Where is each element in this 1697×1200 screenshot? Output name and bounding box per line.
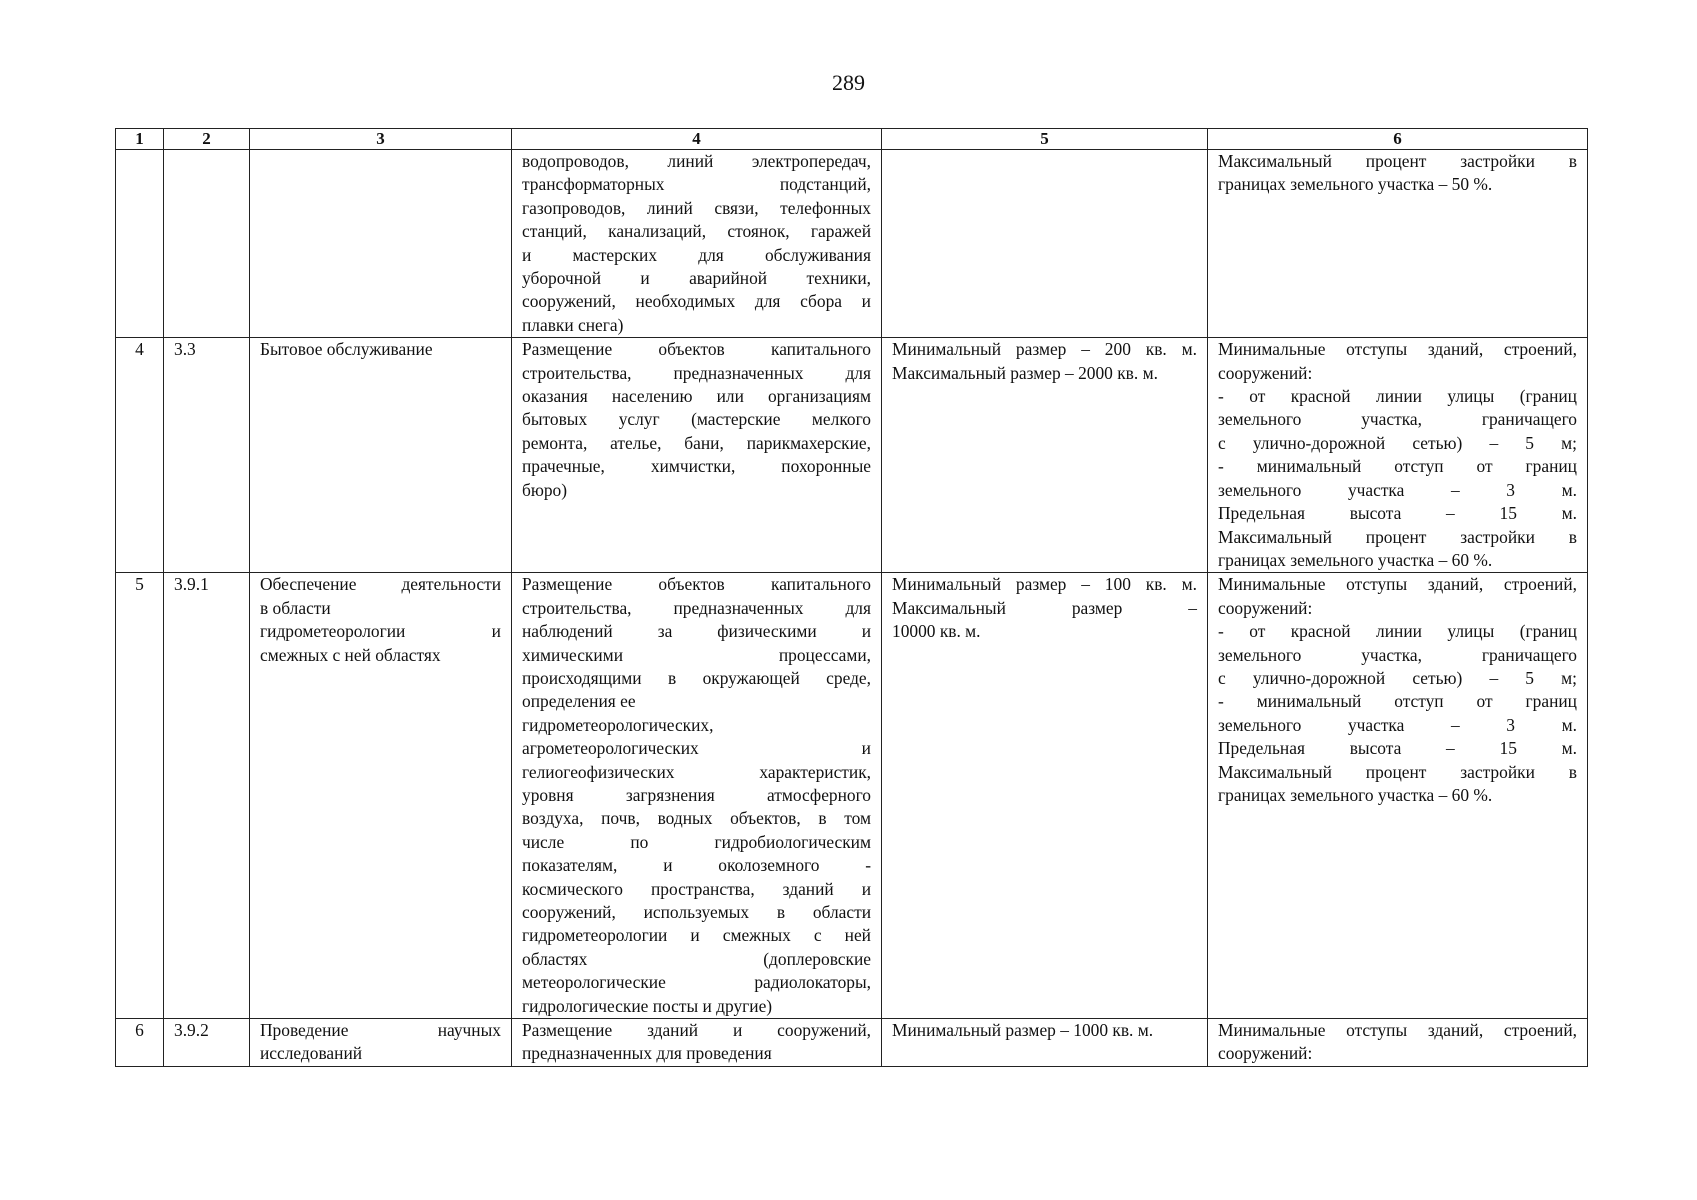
column-header: 6 <box>1208 129 1588 150</box>
plot-size-cell <box>882 150 1208 338</box>
cell-line: Бытовое обслуживание <box>260 339 433 360</box>
cell-line: строительства, предназначенных для <box>522 362 871 383</box>
use-name-cell <box>250 1019 512 1067</box>
use-code-cell: 3.9.1 <box>164 573 250 1019</box>
cell-line: Минимальные отступы зданий, строений, <box>1218 339 1577 360</box>
cell-line: сооружений: <box>1218 597 1313 618</box>
cell-line: земельного участка, граничащего <box>1218 644 1577 665</box>
cell-line: Размещение объектов капитального <box>522 574 871 595</box>
cell-line: областях (доплеровские <box>522 948 871 969</box>
cell-line: Размещение зданий и сооружений, <box>522 1020 871 1041</box>
cell-line: и мастерских для обслуживания <box>522 244 871 265</box>
use-description-cell <box>512 573 882 1019</box>
cell-line: бытовых услуг (мастерские мелкого <box>522 409 871 430</box>
cell-line: границах земельного участка – 60 %. <box>1218 784 1493 805</box>
table-row <box>116 338 1588 573</box>
cell-line: Максимальный размер – <box>892 597 1197 618</box>
cell-line: Минимальные отступы зданий, строений, <box>1218 1020 1577 1041</box>
cell-line: в области <box>260 597 331 618</box>
column-header: 1 <box>116 129 164 150</box>
table-row <box>116 573 1588 1019</box>
building-params-cell <box>1208 1019 1588 1067</box>
use-code-cell: 3.3 <box>164 338 250 573</box>
cell-line: воздуха, почв, водных объектов, в том <box>522 808 871 829</box>
cell-line: гидрометеорологии и смежных с ней <box>522 925 871 946</box>
use-code-cell: 3.9.2 <box>164 1019 250 1067</box>
building-params-cell <box>1208 150 1588 338</box>
column-header: 4 <box>512 129 882 150</box>
cell-line: - минимальный отступ от границ <box>1218 456 1577 477</box>
cell-line: земельного участка, граничащего <box>1218 409 1577 430</box>
cell-line: - от красной линии улицы (границ <box>1218 621 1577 642</box>
cell-line: гидрологические посты и другие) <box>522 995 773 1016</box>
cell-line: - от красной линии улицы (границ <box>1218 386 1577 407</box>
cell-line: метеорологические радиолокаторы, <box>522 972 871 993</box>
table-row <box>116 1019 1588 1067</box>
cell-line: Минимальный размер – 1000 кв. м. <box>892 1020 1154 1041</box>
cell-line: уровня загрязнения атмосферного <box>522 784 871 805</box>
use-name-cell <box>250 150 512 338</box>
cell-line: смежных с ней областях <box>260 644 441 665</box>
use-description-cell <box>512 150 882 338</box>
cell-line: показателям, и околоземного - <box>522 855 871 876</box>
use-code-cell <box>164 150 250 338</box>
cell-line: Предельная высота – 15 м. <box>1218 503 1577 524</box>
use-name-cell <box>250 573 512 1019</box>
cell-line: - минимальный отступ от границ <box>1218 691 1577 712</box>
cell-line: химическими процессами, <box>522 644 871 665</box>
use-name-cell <box>250 338 512 573</box>
cell-line: уборочной и аварийной техники, <box>522 268 871 289</box>
cell-line: агрометеорологических и <box>522 738 871 759</box>
page-number: 289 <box>832 70 865 95</box>
cell-line: наблюдений за физическими и <box>522 621 871 642</box>
table-row <box>116 150 1588 338</box>
cell-line: Минимальный размер – 100 кв. м. <box>892 574 1197 595</box>
cell-line: строительства, предназначенных для <box>522 597 871 618</box>
cell-line: водопроводов, линий электропередач, <box>522 151 871 171</box>
cell-line: гидрометеорологии и <box>260 621 501 642</box>
plot-size-cell <box>882 338 1208 573</box>
cell-line: бюро) <box>522 479 568 500</box>
table-body <box>116 150 1588 1067</box>
cell-line: границах земельного участка – 60 %. <box>1218 549 1493 570</box>
cell-line: сооружений: <box>1218 362 1313 383</box>
cell-line: с улично-дорожной сетью) – 5 м; <box>1218 667 1577 688</box>
cell-line: гидрометеорологических, <box>522 714 714 735</box>
use-description-cell <box>512 1019 882 1067</box>
cell-line: сооружений, используемых в области <box>522 902 871 922</box>
cell-line: Максимальный процент застройки в <box>1218 761 1577 782</box>
cell-line: Предельная высота – 15 м. <box>1218 738 1577 759</box>
column-header: 3 <box>250 129 512 150</box>
cell-line: определения ее <box>522 691 636 712</box>
cell-line: земельного участка – 3 м. <box>1218 714 1577 735</box>
use-description-cell <box>512 338 882 573</box>
column-header: 5 <box>882 129 1208 150</box>
cell-line: газопроводов, линий связи, телефонных <box>522 197 871 218</box>
cell-line: сооружений, необходимых для сбора и <box>522 291 871 312</box>
row-number-cell: 4 <box>116 338 164 573</box>
cell-line: Максимальный процент застройки в <box>1218 151 1577 171</box>
cell-line: прачечные, химчистки, похоронные <box>522 456 871 477</box>
cell-line: оказания населению или организациям <box>522 386 871 407</box>
cell-line: трансформаторных подстанций, <box>522 174 871 195</box>
column-header: 2 <box>164 129 250 150</box>
cell-line: предназначенных для проведения <box>522 1043 772 1064</box>
cell-line: гелиогеофизических характеристик, <box>522 761 871 782</box>
row-number-cell: 5 <box>116 573 164 1019</box>
cell-line: исследований <box>260 1043 363 1064</box>
cell-line: Проведение научных <box>260 1020 501 1041</box>
cell-line: земельного участка – 3 м. <box>1218 479 1577 500</box>
cell-line: плавки снега) <box>522 314 624 335</box>
building-params-cell <box>1208 338 1588 573</box>
cell-line: Обеспечение деятельности <box>260 574 501 595</box>
building-params-cell <box>1208 573 1588 1019</box>
cell-line: станций, канализаций, стоянок, гаражей <box>522 221 871 242</box>
cell-line: Максимальный размер – 2000 кв. м. <box>892 362 1158 383</box>
plot-size-cell <box>882 1019 1208 1067</box>
plot-size-cell <box>882 573 1208 1019</box>
cell-line: Минимальные отступы зданий, строений, <box>1218 574 1577 595</box>
row-number-cell: 6 <box>116 1019 164 1067</box>
land-use-table <box>115 128 1588 1067</box>
cell-line: ремонта, ателье, бани, парикмахерские, <box>522 432 871 453</box>
cell-line: сооружений: <box>1218 1043 1313 1064</box>
cell-line: Размещение объектов капитального <box>522 339 871 360</box>
row-number-cell <box>116 150 164 338</box>
cell-line: 10000 кв. м. <box>892 621 981 642</box>
cell-line: Максимальный процент застройки в <box>1218 526 1577 547</box>
cell-line: происходящими в окружающей среде, <box>522 667 871 688</box>
cell-line: Минимальный размер – 200 кв. м. <box>892 339 1197 360</box>
cell-line: границах земельного участка – 50 %. <box>1218 174 1493 195</box>
cell-line: космического пространства, зданий и <box>522 878 871 899</box>
cell-line: с улично-дорожной сетью) – 5 м; <box>1218 432 1577 453</box>
cell-line: числе по гидробиологическим <box>522 831 871 852</box>
table-header-row <box>116 129 1588 150</box>
